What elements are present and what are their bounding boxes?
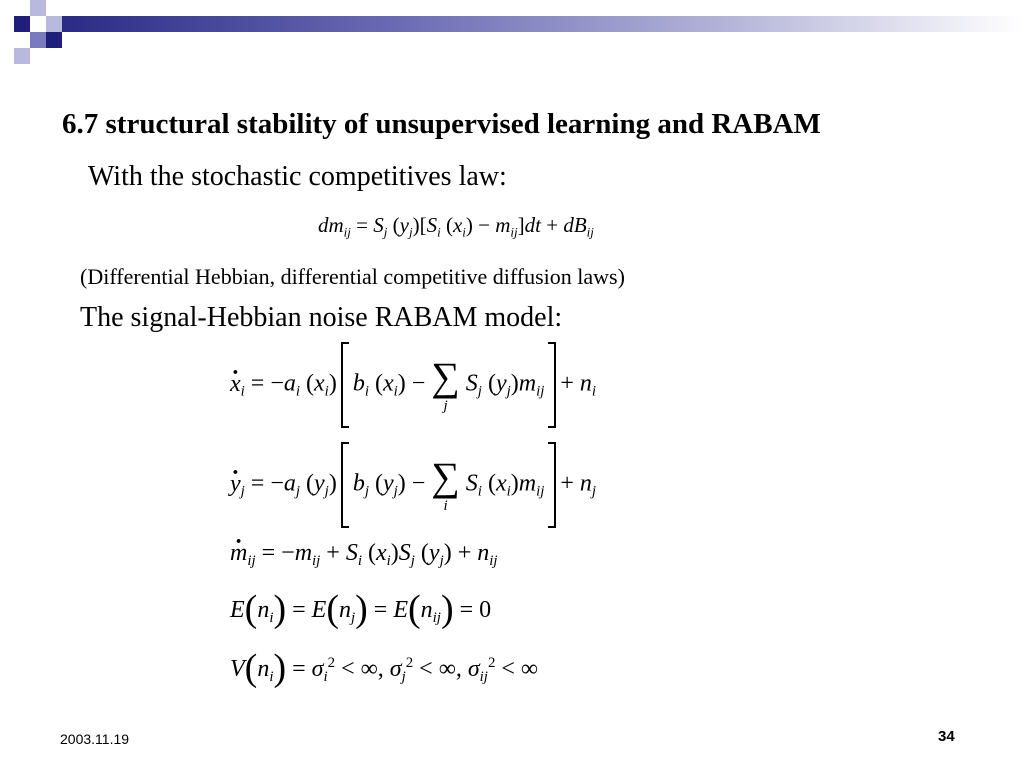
deco-square xyxy=(14,48,30,64)
header-decoration xyxy=(0,0,1024,70)
equation-m-dot: $m \cdot_{ij} = -m_{ij} + S_i$ $(x_i)S_j$ $(y_j) + n_{ij}$ xyxy=(230,541,498,565)
equation-y-dot: $y \cdot_j = -a_j$ $(y_j)$ $b_j$ $(y_j)$ − ∑ i $S_i$ $(x_i)m_{ij} + n_j$ xyxy=(230,442,596,528)
header-gradient-bar xyxy=(62,16,1024,32)
page-number: 34 xyxy=(938,728,955,745)
note-text: (Differential Hebbian, differential competitive diffusion laws) xyxy=(80,264,625,289)
equation-variance: $V(n_i) = \sigma_i^2$ < ∞, $\sigma_j^2$ < ∞, $\sigma_{ij}^2$ < ∞ xyxy=(230,647,539,689)
deco-square xyxy=(30,32,46,48)
model-heading: The signal-Hebbian noise RABAM model: xyxy=(80,302,563,333)
equation-stochastic-competitive-law: $dm_{ij} = S_j$ $(y_j)[S_i$ $(x_i) - m_{ij}]dt + dB_{ij}$ xyxy=(318,213,594,240)
footer-date: 2003.11.19 xyxy=(60,731,130,747)
deco-square xyxy=(46,16,62,32)
equation-x-dot: $x \cdot_i = -a_i$ $(x_i)$ $b_i$ $(x_i)$ − ∑ j $S_j$ $(y_j)m_{ij} + n_i$ xyxy=(230,342,596,428)
deco-square xyxy=(30,0,46,16)
deco-square xyxy=(14,16,30,32)
subtitle-text: With the stochastic competitives law: xyxy=(88,161,507,192)
equation-expectation: $E(n_i) = E(n_j) = E(n_{ij}) = 0$ xyxy=(230,588,492,630)
deco-square xyxy=(46,32,62,48)
slide-title: 6.7 structural stability of unsupervised learning and RABAM xyxy=(62,108,821,140)
